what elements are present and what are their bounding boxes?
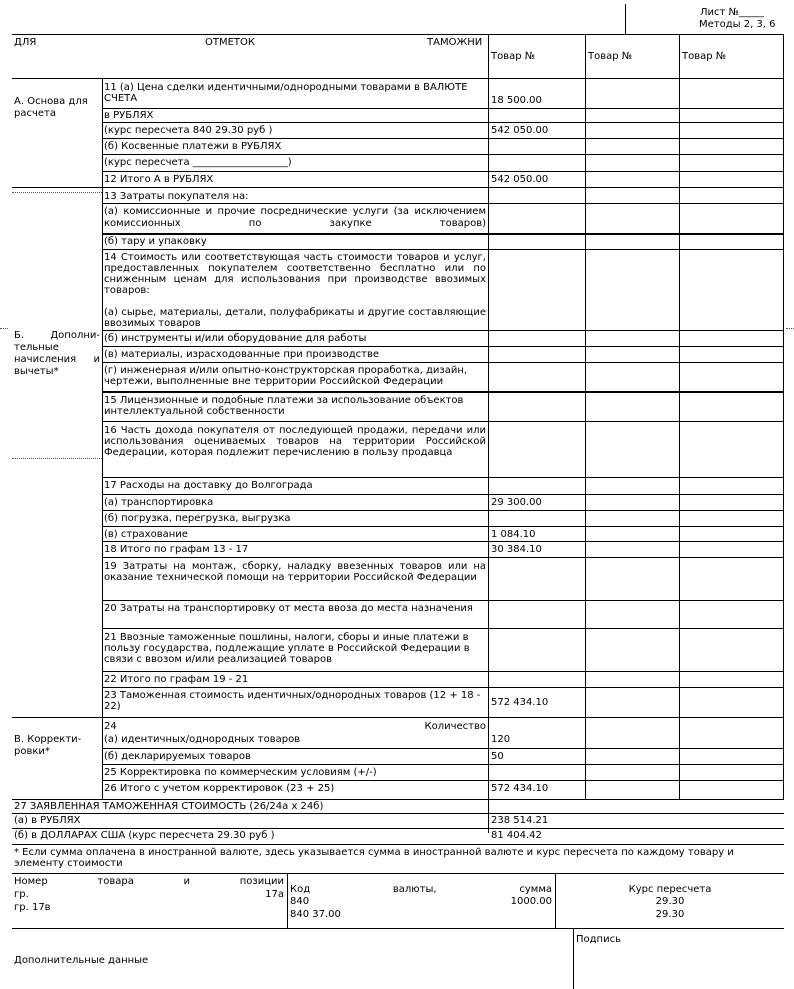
row-18-value: 30 384.10 [491, 544, 542, 555]
header-customs: ТАМОЖНИ [427, 37, 483, 48]
row-27b: (б) в ДОЛЛАРАХ США (курс пересчета 29.30 руб ) [14, 830, 275, 841]
row-25: 25 Корректировка по коммерческим условиям (+/-) [104, 767, 377, 778]
row-14: 14 Стоимость или соответствующая часть стоимости товаров и услуг, предоставленных покупателем соответственно бесплатно или по сниженным ценам для использования при производстве ввозимых товаров: [104, 252, 486, 296]
row-11a: 11 (а) Цена сделки идентичными/однородными товарами в ВАЛЮТЕ СЧЕТА [104, 82, 468, 104]
row-24b: (б) декларируемых товаров [104, 751, 251, 762]
row-15: 15 Лицензионные и подобные платежи за использование объектов интеллектуальной собственности [104, 395, 464, 417]
rate-2: 29.30 [655, 909, 685, 920]
row-17a: (а) транспортировка [104, 497, 214, 508]
row-26-value: 572 434.10 [491, 783, 549, 794]
row-27a-value: 238 514.21 [491, 815, 549, 826]
row-17v-value: 1 084.10 [491, 529, 536, 540]
row-27b-value: 81 404.42 [491, 830, 542, 841]
row-24a-value: 120 [491, 734, 511, 745]
header-marks: ОТМЕТОК [205, 37, 256, 48]
row-18: 18 Итого по графам 13 - 17 [104, 544, 249, 555]
row-17a-value: 29 300.00 [491, 497, 542, 508]
product-col-1: Товар № [491, 51, 536, 62]
row-11a-value: 18 500.00 [491, 95, 542, 106]
currency-code-label: Код валюты, сумма [290, 884, 552, 895]
row-11-rub: в РУБЛЯХ [104, 110, 154, 121]
header-for: ДЛЯ [14, 37, 37, 48]
gr-label: гр. [14, 889, 29, 900]
section-b-label: Б. Дополни-тельные начисления и вычеты* [14, 330, 100, 377]
row-13: 13 Затраты покупателя на: [104, 191, 249, 202]
currency-code-2: 840 37.00 [290, 909, 341, 920]
row-12: 12 Итого А в РУБЛЯХ [104, 174, 214, 185]
header-divider [625, 4, 626, 34]
row-17b: (б) погрузка, перегрузка, выгрузка [104, 513, 291, 524]
currency-sum-1: 1000.00 [510, 896, 552, 907]
row-23-value: 572 434.10 [491, 697, 549, 708]
row-11-rate: (курс пересчета 840 29.30 руб ) [104, 125, 273, 136]
currency-code-1: 840 [290, 896, 310, 907]
signature-label: Подпись [576, 934, 621, 945]
row-27a: (а) в РУБЛЯХ [14, 815, 81, 826]
sheet-number: Лист №_____ [700, 7, 764, 18]
row-23: 23 Таможенная стоимость идентичных/однородных товаров (12 + 18 - 22) [104, 690, 481, 712]
row-14a: (а) сырье, материалы, детали, полуфабрикаты и другие составляющие ввозимых товаров [104, 307, 486, 329]
additional-data-label: Дополнительные данные [14, 955, 149, 966]
rate-1: 29.30 [655, 896, 685, 907]
item-number-label: Номер товара и позиции [14, 876, 284, 887]
footnote: * Если сумма оплачена в иностранной валюте, здесь указывается сумма в иностранной валюте и курс пересчета по каждому товару и элементу стоимости [14, 847, 734, 869]
row-24-number: 24 [104, 721, 117, 732]
row-11-rate-value: 542 050.00 [491, 125, 549, 136]
row-17: 17 Расходы на доставку до Волгограда [104, 480, 313, 491]
row-27: 27 ЗАЯВЛЕННАЯ ТАМОЖЕННАЯ СТОИМОСТЬ (26/24а х 24б) [14, 801, 324, 812]
row-13b: (б) тару и упаковку [104, 236, 207, 247]
row-26: 26 Итого с учетом корректировок (23 + 25) [104, 783, 335, 794]
methods-label: Методы 2, 3, 6 [699, 19, 776, 30]
row-16: 16 Часть дохода покупателя от последующей продажи, передачи или использования оцениваемых товаров на территории Российской Федерации, которая подлежит перечислению в пользу продавца [104, 425, 486, 458]
row-12-value: 542 050.00 [491, 174, 549, 185]
product-col-2: Товар № [588, 51, 633, 62]
row-14g: (г) инженерная и/или опытно-конструкторская проработка, дизайн, чертежи, выполненные вне территории Российской Федерации [104, 365, 468, 387]
row-17v: (в) страхование [104, 529, 188, 540]
row-11b-rate: (курс пересчета ___________________) [104, 157, 292, 168]
col-17a-label: 17а [265, 889, 284, 900]
row-22: 22 Итого по графам 19 - 21 [104, 674, 249, 685]
rate-label: Курс пересчета [628, 884, 712, 895]
section-c-label: В. Корректи-ровки* [14, 734, 82, 757]
row-24a: (а) идентичных/однородных товаров [104, 734, 301, 745]
section-a-label: А. Основа для расчета [14, 96, 88, 119]
row-20: 20 Затраты на транспортировку от места ввоза до места назначения [104, 603, 473, 614]
row-19: 19 Затраты на монтаж, сборку, наладку ввезенных товаров или на оказание технической помощи на территории Российской Федерации [104, 561, 486, 583]
gr-17v-label: гр. 17в [14, 902, 51, 913]
row-13a: (а) комиссионные и прочие посреднические услуги (за исключением комиссионных по закупке товаров) [104, 206, 486, 229]
product-col-3: Товар № [682, 51, 727, 62]
row-24b-value: 50 [491, 751, 504, 762]
row-21: 21 Ввозные таможенные пошлины, налоги, сборы и иные платежи в пользу государства, подлежащие уплате в Российской Федерации в связи с ввозом и/или реализацией товаров [104, 632, 470, 665]
row-24-quantity: Количество [424, 721, 486, 732]
row-11b: (б) Косвенные платежи в РУБЛЯХ [104, 141, 282, 152]
row-14b: (б) инструменты и/или оборудование для работы [104, 333, 367, 344]
row-14v: (в) материалы, израсходованные при производстве [104, 349, 380, 360]
